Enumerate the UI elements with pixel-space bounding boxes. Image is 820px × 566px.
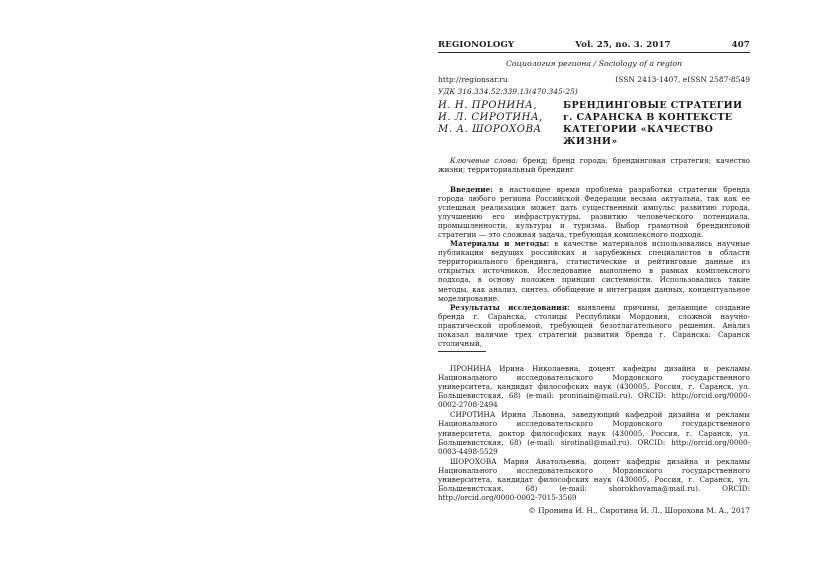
keywords-text: бренд; бренд города; брендинговая стратегия; качество жизни; территориальный брендинг — [438, 156, 750, 174]
footnote-divider — [438, 351, 486, 352]
volume-info: Vol. 25, no. 3. 2017 — [575, 40, 671, 50]
intro-text: в настоящее время проблема разработки стратегии бренда города любого региона Российской Федерации весьма актуальна, так как ее успешная реализация может дать существенный импульс развитию города, улучшению его инфраструктуры, развитию человеческого потенциала, промышленности, культуры и туризма. Выбор грамотной брендинговой стратегии — это сложная задача, требующая комплексного подхода. — [438, 185, 750, 240]
title-line: БРЕНДИНГОВЫЕ СТРАТЕГИИ — [563, 100, 743, 111]
results-text: выявлены причины, делающие создание бренда г. Саранска, столицы Республики Мордовия, сложной научно-практической проблемой, требующей безотлагательного решения. Анализ показал наличие трех стратегий развития бренда г. Саранска: Саранск столичный, — [438, 302, 750, 348]
keywords — [438, 156, 750, 174]
author-name: И. Н. ПРОНИНА, — [438, 100, 538, 111]
intro-label: Введение: — [450, 185, 493, 194]
journal-name: REGIONOLOGY — [438, 40, 515, 50]
abstract-methods — [438, 239, 750, 302]
title-line: г. САРАНСКА В КОНТЕКСТЕ — [563, 112, 733, 123]
copyright: © Пронина И. Н., Сиротина И. Л., Шорохова М. А., 2017 — [528, 506, 750, 516]
author-name: М. А. ШОРОХОВА — [438, 124, 542, 135]
author-notes — [438, 364, 750, 502]
article-page — [438, 40, 750, 515]
udk-code: УДК 316.334.52:339.13(470.345-25) — [438, 87, 578, 96]
abstract-results — [438, 303, 750, 348]
author-note: СИРОТИНА Ирина Львовна, заведующий кафедрой дизайна и рекламы Национального исследовательского Мордовского государственного университета, доктор философских наук (430005, Россия, г. Саранск, ул. Большевистская, 68) (e-mail: sirotinail@mail.ru). ORCID: http://orcid.org/0000-0003-4498-5529 — [438, 410, 750, 456]
author-note: ШОРОХОВА Мария Анатольевна, доцент кафедры дизайна и рекламы Национального исследовательского Мордовского государственного университета, кандидат философских наук (430005, Россия, г. Саранск, ул. Большевистская, 68) (e-mail: shorokhovama@mail.ru). ORCID: http://orcid.org/0000-0002-7015-3569 — [438, 456, 750, 503]
article-title — [563, 100, 750, 148]
methods-text: в качестве материалов использовались научные публикации ведущих российских и зарубежных специалистов в области территориального брендинга, статистические и рейтинговые данные из открытых источников. Исследование выполнено в рамках комплексного подхода, в основу положен принцип системности. Использовались такие методы, как анализ, синтез, обобщение и интеграция данных, концептуальное моделирование. — [438, 239, 750, 303]
author-name: И. Л. СИРОТИНА, — [438, 112, 543, 123]
author-note: ПРОНИНА Ирина Николаевна, доцент кафедры дизайна и рекламы Национального исследовательского Мордовского государственного университета, кандидат философских наук (430005, Россия, г. Саранск, ул. Большевистская, 68) (e-mail: proninain@mail.ru). ORCID: http://orcid.org/0000-0002-2708-2494 — [438, 363, 750, 410]
section-subtitle: Социология региона / Sociology of a region — [505, 59, 683, 68]
abstract — [438, 185, 750, 348]
page-number: 407 — [731, 40, 750, 50]
running-header — [438, 40, 750, 53]
issn: ISSN 2413-1407, eISSN 2587-8549 — [615, 75, 750, 84]
results-label: Результаты исследования: — [450, 302, 570, 312]
title-block — [438, 100, 750, 148]
keywords-label: Ключевые слова: — [450, 156, 519, 165]
methods-label: Материалы и методы: — [450, 239, 550, 249]
abstract-intro — [438, 185, 750, 239]
author-list — [438, 100, 563, 148]
journal-url[interactable]: http://regionsar.ru — [438, 75, 508, 84]
meta-line — [438, 75, 750, 84]
title-line: КАТЕГОРИИ «КАЧЕСТВО ЖИЗНИ» — [563, 124, 714, 147]
